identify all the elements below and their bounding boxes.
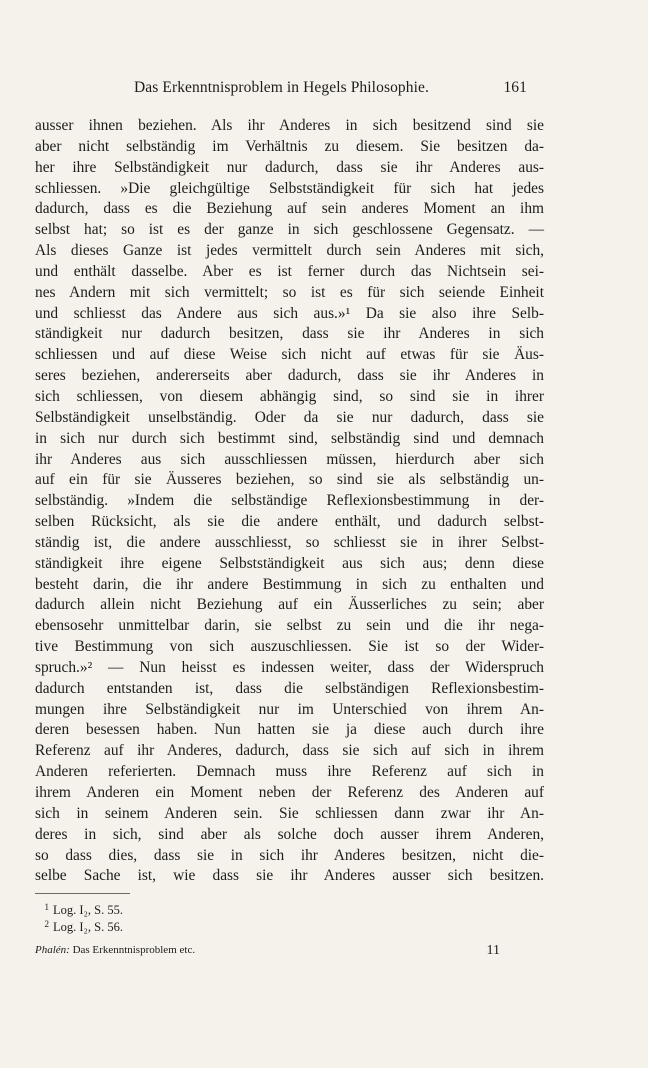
text-line: ebensosehr unmittelbar darin, sie selbst zu sein und die ihr nega- <box>35 617 544 635</box>
text-line: ständigkeit ihre eigene Selbstständigkeit aus sich aus; denn diese <box>35 554 544 572</box>
page-header <box>35 79 527 97</box>
text-line: ständigkeit nur dadurch besitzen, dass sie ihr Anderes in sich <box>35 325 544 343</box>
signature-line <box>35 944 500 959</box>
footnote-rule <box>35 893 130 894</box>
text-line: dadurch, dass es die Beziehung auf sein anderes Moment an ihm <box>35 200 544 218</box>
text-line: und enthält dasselbe. Aber es ist ferner durch das Nichtsein sei- <box>35 262 544 280</box>
text-line: selbe Sache ist, wie dass sie ihr Anderes ausser sich besitzen. <box>35 867 544 885</box>
text-line: so dass dies, dass sie in sich ihr Anderes besitzen, nicht die- <box>35 846 544 864</box>
text-line: schliessen und auf diese Weise sich nicht auf etwas für sie Äus- <box>35 346 544 364</box>
text-line: ausser ihnen beziehen. Als ihr Anderes in sich besitzend sind sie <box>35 117 544 134</box>
signature-title <box>35 944 195 959</box>
text-line: deren besessen haben. Nun hatten sie ja diese auch durch ihre <box>35 721 544 739</box>
text-line: her ihre Selbständigkeit nur dadurch, dass sie ihr Anderes aus- <box>35 158 544 176</box>
signature-author: Phalén: <box>35 944 70 956</box>
text-line: nes Andern mit sich vermittelt; so ist es für sich seiende Einheit <box>35 283 544 301</box>
footnote-1 <box>35 902 335 919</box>
text-line: Referenz auf ihr Anderes, dadurch, dass sie sich auf sich in ihrem <box>35 742 544 760</box>
sheet-number: 11 <box>486 943 500 958</box>
text-line: dadurch entstanden ist, dass die selbständigen Reflexionsbestim- <box>35 679 544 697</box>
text-line: ihrem Anderen ein Moment neben der Referenz des Anderen auf <box>35 784 544 801</box>
footnote-text: Log. I₂, S. 56. <box>53 920 123 934</box>
text-line: Selbständigkeit unselbständig. Oder da sie nur dadurch, dass sie <box>35 408 544 426</box>
footnote-mark: 2 <box>44 919 49 929</box>
text-line: schliessen. »Die gleichgültige Selbstständigkeit für sich hat jedes <box>35 179 544 197</box>
text-line: Als dieses Ganze ist jedes vermittelt durch sein Anderes mit sich, <box>35 242 544 260</box>
text-line: selbst hat; so ist es der ganze in sich geschlossene Gegensatz. — <box>35 221 544 239</box>
text-line: ständig ist, die andere ausschliesst, so schliesst sie in ihrer Selbst- <box>35 533 544 551</box>
footnotes <box>35 902 335 936</box>
text-line: auf ein für sie Äusseres beziehen, so sind sie als selbständig un- <box>35 471 544 489</box>
text-line: selbständig. »Indem die selbständige Reflexionsbestimmung in der- <box>35 492 544 510</box>
text-line: spruch.»² — Nun heisst es indessen weiter, dass der Widerspruch <box>35 658 544 676</box>
running-title: Das Erkenntnisproblem in Hegels Philosophie. <box>134 79 429 96</box>
text-line: und schliesst das Andere aus sich aus.»¹ Da sie also ihre Selb- <box>35 304 544 322</box>
footnote-text: Log. I₂, S. 55. <box>53 903 123 917</box>
text-line: deres in sich, sind aber als solche doch ausser ihrem Anderen, <box>35 825 544 843</box>
text-line: ihr Anderes aus sich ausschliessen müssen, hierdurch aber sich <box>35 450 544 468</box>
text-line: aber nicht selbständig im Verhältnis zu diesem. Sie besitzen da- <box>35 137 544 155</box>
footnote-2 <box>35 919 335 936</box>
text-line: mungen ihre Selbständigkeit nur im Unterschied von ihrem An- <box>35 700 544 718</box>
text-line: dadurch allein nicht Beziehung auf ein Äusserliches zu sein; aber <box>35 596 544 614</box>
footnote-mark: 1 <box>44 902 49 912</box>
text-line: sich in seinem Anderen sein. Sie schliessen dann zwar ihr An- <box>35 804 544 822</box>
text-line: Anderen referierten. Demnach muss ihre Referenz auf sich in <box>35 763 544 781</box>
text-line: seres beziehen, andererseits aber dadurch, dass sie ihr Anderes in <box>35 367 544 385</box>
text-line: sich schliessen, von diesem abhängig sind, so sind sie in ihrer <box>35 387 544 405</box>
text-line: besteht darin, die ihr andere Bestimmung in sich zu enthalten und <box>35 575 544 593</box>
text-line: tive Bestimmung von sich auszuschliessen. Sie ist so der Wider- <box>35 638 544 656</box>
body-text <box>35 116 544 887</box>
signature-short-title: Das Erkenntnisproblem etc. <box>72 944 196 956</box>
text-line: selben Rücksicht, als sie die andere enthält, und dadurch selbst- <box>35 513 544 531</box>
text-line: in sich nur durch sich bestimmt sind, selbständig sind und demnach <box>35 429 544 447</box>
page-number: 161 <box>503 79 527 96</box>
